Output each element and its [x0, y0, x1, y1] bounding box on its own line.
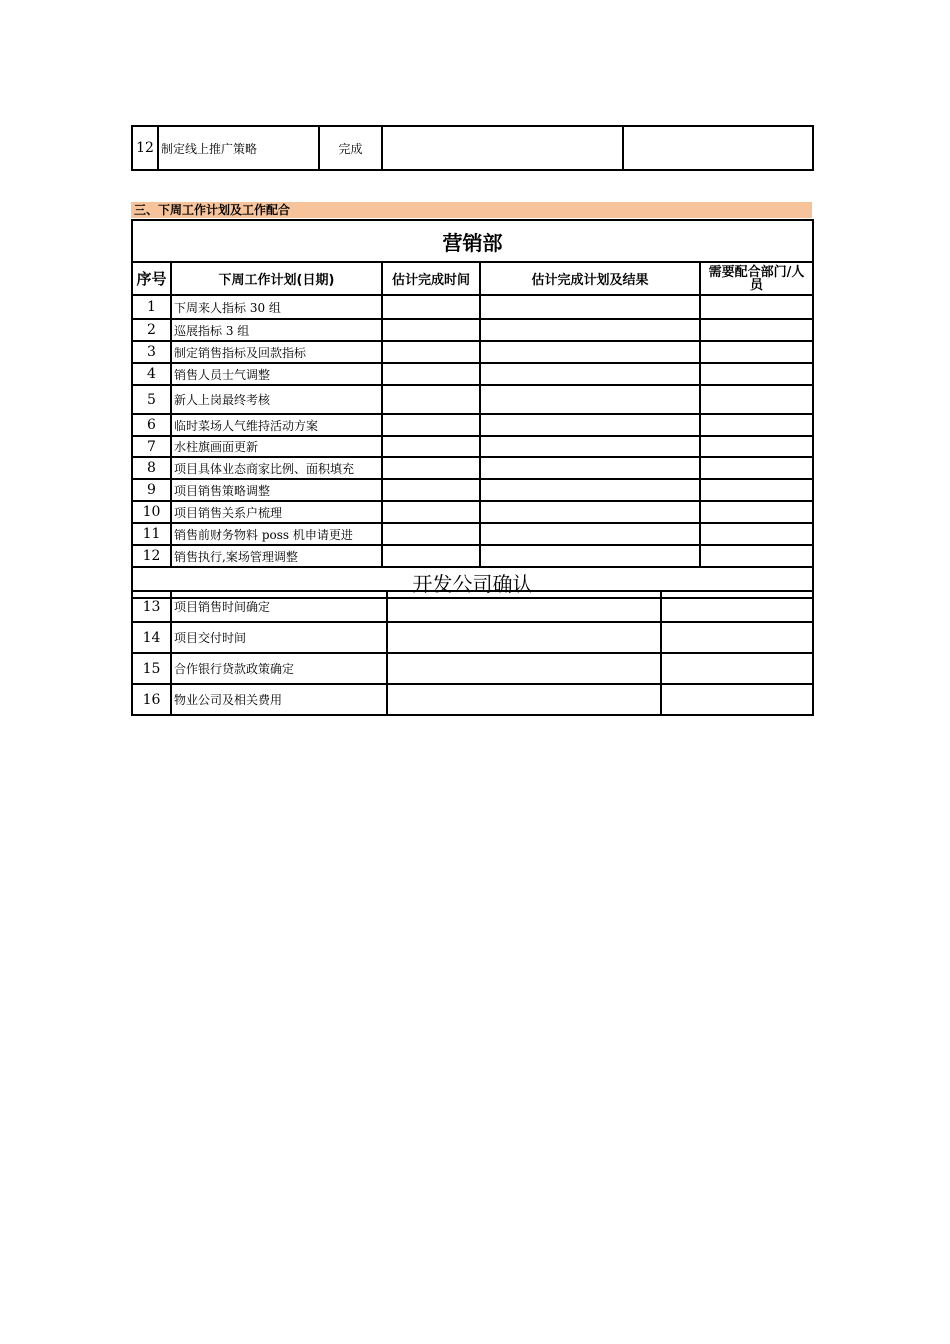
row-number: 2: [132, 319, 171, 341]
row-number: 7: [132, 436, 171, 457]
empty-cell: [623, 126, 813, 170]
dept-cell: [700, 319, 813, 341]
dept-cell: [700, 295, 813, 319]
plan-cell: 销售人员士气调整: [171, 363, 382, 385]
empty-cell: [382, 126, 623, 170]
result-cell: [480, 414, 700, 436]
result-cell: [480, 545, 700, 567]
table-row: [132, 545, 813, 567]
dept-cell: [700, 363, 813, 385]
table-row: [132, 385, 813, 414]
time-cell: [382, 501, 480, 523]
row-number: 10: [132, 501, 171, 523]
result-cell: [480, 319, 700, 341]
plan-cell: 项目具体业态商家比例、面积填充: [171, 457, 382, 479]
row-number: 11: [132, 523, 171, 545]
table-row: [132, 523, 813, 545]
plan-cell: 项目销售时间确定: [171, 591, 387, 622]
row-number: 1: [132, 295, 171, 319]
header-dept: 需要配合部门/人员: [700, 262, 813, 295]
table-row: [132, 341, 813, 363]
dept-cell: [700, 414, 813, 436]
result-cell: [480, 479, 700, 501]
time-cell: [382, 436, 480, 457]
dept-cell: [700, 436, 813, 457]
result-cell: [480, 523, 700, 545]
plan-cell: 水柱旗画面更新: [171, 436, 382, 457]
row-number: 12: [132, 126, 158, 170]
dept-cell: [700, 479, 813, 501]
row-number: 12: [132, 545, 171, 567]
developer-table: [131, 590, 814, 716]
header-result: 估计完成计划及结果: [480, 262, 700, 295]
plan-cell: 巡展指标 3 组: [171, 319, 382, 341]
time-cell: [382, 295, 480, 319]
result-cell: [387, 653, 661, 684]
plan-cell: 制定销售指标及回款指标: [171, 341, 382, 363]
result-cell: [387, 684, 661, 715]
status-cell: 完成: [319, 126, 382, 170]
plan-cell: 物业公司及相关费用: [171, 684, 387, 715]
row-number: 15: [132, 653, 171, 684]
table-row: [132, 622, 813, 653]
task-cell: 制定线上推广策略: [158, 126, 319, 170]
table-row: [132, 363, 813, 385]
result-cell: [480, 363, 700, 385]
dept-cell: [661, 684, 813, 715]
table-row: [132, 501, 813, 523]
plan-cell: 临时菜场人气维持活动方案: [171, 414, 382, 436]
table-row: [132, 684, 813, 715]
plan-cell: 销售前财务物料 poss 机申请更进: [171, 523, 382, 545]
time-cell: [382, 545, 480, 567]
plan-cell: 合作银行贷款政策确定: [171, 653, 387, 684]
dept-cell: [700, 385, 813, 414]
dept-cell: [700, 545, 813, 567]
plan-cell: 项目交付时间: [171, 622, 387, 653]
table-row: [132, 457, 813, 479]
developer-title: 开发公司确认: [132, 567, 813, 598]
table-row: [132, 479, 813, 501]
row-number: 14: [132, 622, 171, 653]
dept-cell: [661, 591, 813, 622]
row-number: 5: [132, 385, 171, 414]
result-cell: [387, 622, 661, 653]
top-task-table: [131, 125, 814, 171]
header-time: 估计完成时间: [382, 262, 480, 295]
time-cell: [382, 385, 480, 414]
table-row: [132, 436, 813, 457]
time-cell: [382, 363, 480, 385]
time-cell: [382, 523, 480, 545]
time-cell: [382, 319, 480, 341]
plan-cell: 项目销售关系户梳理: [171, 501, 382, 523]
row-number: 4: [132, 363, 171, 385]
dept-cell: [700, 501, 813, 523]
table-row: [132, 319, 813, 341]
result-cell: [387, 591, 661, 622]
time-cell: [382, 341, 480, 363]
row-number: 8: [132, 457, 171, 479]
result-cell: [480, 341, 700, 363]
table-row: [132, 653, 813, 684]
table-row: [132, 295, 813, 319]
marketing-title: 营销部: [132, 220, 813, 262]
row-number: 3: [132, 341, 171, 363]
plan-cell: 销售执行,案场管理调整: [171, 545, 382, 567]
result-cell: [480, 385, 700, 414]
dept-cell: [661, 653, 813, 684]
marketing-table: [131, 219, 814, 599]
plan-cell: 项目销售策略调整: [171, 479, 382, 501]
table-row: [132, 591, 813, 622]
time-cell: [382, 479, 480, 501]
time-cell: [382, 457, 480, 479]
result-cell: [480, 457, 700, 479]
table-row: [132, 414, 813, 436]
row-number: 16: [132, 684, 171, 715]
row-number: 9: [132, 479, 171, 501]
dept-cell: [700, 457, 813, 479]
dept-cell: [700, 523, 813, 545]
time-cell: [382, 414, 480, 436]
header-num: 序号: [132, 262, 171, 295]
row-number: 13: [132, 591, 171, 622]
result-cell: [480, 436, 700, 457]
header-plan: 下周工作计划(日期): [171, 262, 382, 295]
plan-cell: 下周来人指标 30 组: [171, 295, 382, 319]
result-cell: [480, 501, 700, 523]
row-number: 6: [132, 414, 171, 436]
dept-cell: [700, 341, 813, 363]
dept-cell: [661, 622, 813, 653]
plan-cell: 新人上岗最终考核: [171, 385, 382, 414]
result-cell: [480, 295, 700, 319]
section-header: 三、下周工作计划及工作配合: [131, 202, 812, 218]
